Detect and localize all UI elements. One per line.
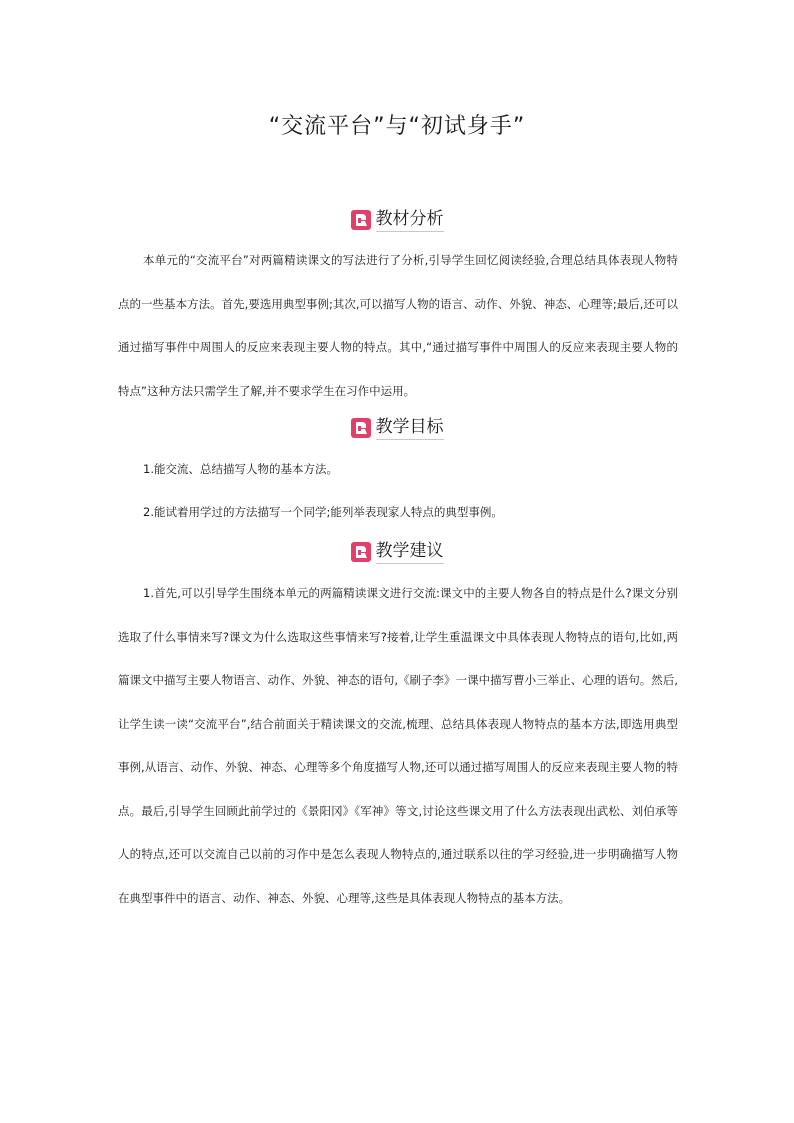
objective-item-1: 1.能交流、总结描写人物的基本方法。 [143,462,338,476]
objective-item-2: 2.能试着用学过的方法描写一个同学;能列举表现家人特点的典型事例。 [143,505,503,519]
section-heading-text: 教学建议 [376,540,444,564]
page-title: “交流平台”与“初试身手” [268,114,526,139]
section-heading-suggestions [0,539,794,565]
analysis-paragraph: 本单元的“交流平台”对两篇精读课文的写法进行了分析,引导学生回忆阅读经验,合理总结具体表现人物特点的一些基本方法。首先,要选用典型事例;其次,可以描写人物的语言、动作、外貌、神态、心理等;最后,还可以通过描写事件中周围人的反应来表现主要人物的特点。其中,“通过描写事件中周围人的反应来表现主要人物的特点”这种方法只需学生了解,并不要求学生在习作中运用。 [118,253,678,398]
section-heading-text: 教材分析 [376,208,444,232]
section-marker-icon [351,542,371,562]
section-heading-text: 教学目标 [376,416,444,440]
section-heading-objectives [0,415,794,441]
section-marker-icon [351,418,371,438]
section-marker-icon [351,210,371,230]
suggestions-paragraph: 1.首先,可以引导学生围绕本单元的两篇精读课文进行交流:课文中的主要人物各自的特点是什么?课文分别选取了什么事情来写?课文为什么选取这些事情来写?接着,让学生重温课文中具体表现人物特点的语句,比如,两篇课文中描写主要人物语言、动作、外貌、神态的语句,《刷子李》一课中描写曹小三举止、心理的语句。然后,让学生读一读“交流平台”,结合前面关于精读课文的交流,梳理、总结具体表现人物特点的基本方法,即选用典型事例,从语言、动作、外貌、神态、心理等多个角度描写人物,还可以通过描写周围人的反应来表现主要人物的特点。最后,引导学生回顾此前学过的《景阳冈》《军神》等文,讨论这些课文用了什么方法表现出武松、刘伯承等人的特点,还可以交流自己以前的习作中是怎么表现人物特点的,通过联系以往的学习经验,进一步明确描写人物在典型事件中的语言、动作、神态、外貌、心理等,这些是具体表现人物特点的基本方法。 [118,586,678,905]
section-heading-analysis [0,207,794,233]
